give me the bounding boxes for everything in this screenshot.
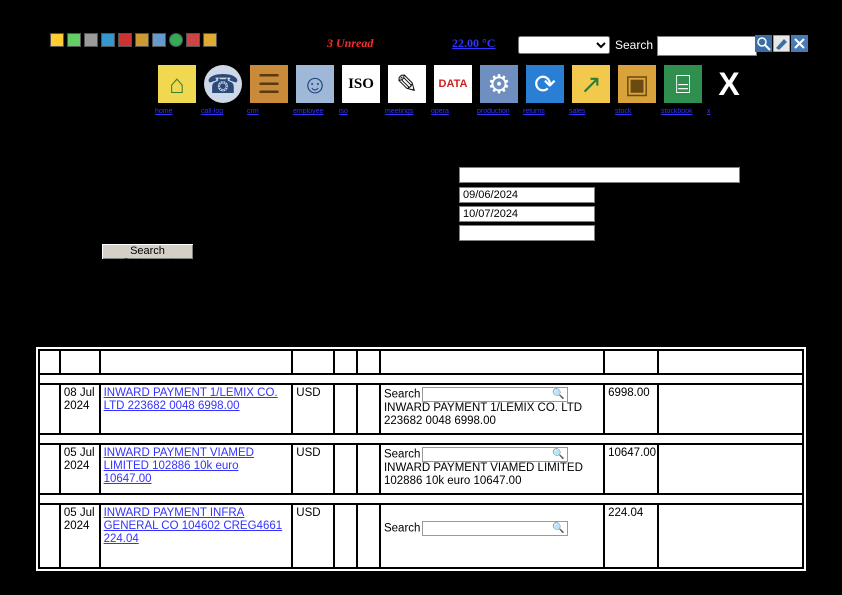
magnifier-icon: 🔍: [551, 448, 565, 460]
nav-item-x[interactable]: [706, 64, 752, 116]
row-flag-2[interactable]: [358, 505, 379, 567]
zoom-icon[interactable]: [755, 35, 772, 52]
table-row[interactable]: [40, 505, 802, 567]
temperature-readout[interactable]: 22.00 °C: [452, 36, 496, 50]
row-spacer: [40, 375, 802, 383]
nav-item-production[interactable]: [476, 64, 522, 116]
header-cell: [101, 351, 292, 373]
phone-icon: ☎: [204, 65, 242, 103]
nav-label: production: [477, 108, 510, 115]
header-cell: [61, 351, 99, 373]
nav-label: call-log: [201, 108, 224, 115]
row-search-label: Search: [383, 448, 421, 461]
row-description-cell[interactable]: [101, 445, 292, 493]
row-search-label: Search: [383, 522, 421, 535]
quick-icon-strip: [50, 33, 217, 47]
table-header-row: [40, 351, 802, 373]
row-search-label: Search: [383, 388, 421, 401]
globe-icon[interactable]: [169, 33, 183, 47]
close-icon[interactable]: [791, 35, 808, 52]
row-selector-cell[interactable]: [40, 445, 59, 493]
row-extra[interactable]: [659, 445, 802, 493]
nav-label: stock: [615, 108, 632, 115]
search-statement-button[interactable]: Search Statement: [101, 243, 194, 260]
header-cell: [605, 351, 657, 373]
header-cell: [293, 351, 333, 373]
nav-item-stock[interactable]: [614, 64, 660, 116]
note-icon[interactable]: [50, 33, 64, 47]
book-icon: ⌸: [664, 65, 702, 103]
alert-icon[interactable]: [186, 33, 200, 47]
chart-up-icon: ↗: [572, 65, 610, 103]
header-cell: [659, 351, 802, 373]
magnifier-icon: 🔍: [551, 522, 565, 534]
row-date: 05 Jul 2024: [61, 445, 99, 493]
row-amount: 10647.00: [605, 445, 657, 493]
row-selector-cell[interactable]: [40, 505, 59, 567]
nav-item-iso[interactable]: [338, 64, 384, 116]
row-date: 08 Jul 2024: [61, 385, 99, 433]
row-flag-1[interactable]: [335, 505, 356, 567]
grid-icon[interactable]: [84, 33, 98, 47]
pencil-icon: ✎: [388, 65, 426, 103]
row-search-input[interactable]: [422, 387, 568, 402]
printer-icon[interactable]: [118, 33, 132, 47]
row-match-cell[interactable]: [381, 445, 603, 493]
row-description-cell[interactable]: [101, 505, 292, 567]
mail-icon[interactable]: [67, 33, 81, 47]
nav-item-stockbook[interactable]: [660, 64, 706, 116]
row-match-text: INWARD PAYMENT 1/LEMIX CO. LTD 223682 0048 6998.00: [383, 402, 583, 427]
x-icon: X: [710, 65, 748, 103]
edit-icon[interactable]: [773, 35, 790, 52]
row-currency: USD: [293, 445, 333, 493]
date-to-input[interactable]: [459, 206, 595, 222]
table-row[interactable]: [40, 385, 802, 433]
statement-table: [36, 347, 806, 571]
nav-item-returns[interactable]: [522, 64, 568, 116]
row-spacer: [40, 495, 802, 503]
row-flag-2[interactable]: [358, 385, 379, 433]
row-date: 05 Jul 2024: [61, 505, 99, 567]
row-flag-1[interactable]: [335, 385, 356, 433]
tool-icon[interactable]: [203, 33, 217, 47]
nav-label: opera: [431, 108, 449, 115]
box-icon: ▣: [618, 65, 656, 103]
header-cell: [358, 351, 379, 373]
row-extra[interactable]: [659, 385, 802, 433]
people-icon: ☺: [296, 65, 334, 103]
nav-label: stockbook: [661, 108, 693, 115]
nav-label: sales: [569, 108, 586, 115]
row-spacer: [40, 435, 802, 443]
nav-label: home: [155, 108, 173, 115]
header-cell: [40, 351, 59, 373]
chart-icon[interactable]: [152, 33, 166, 47]
row-description-link[interactable]: INWARD PAYMENT 1/LEMIX CO. LTD 223682 0048 6998.00: [103, 387, 278, 412]
nav-label: returns: [523, 108, 545, 115]
row-amount: 224.04: [605, 505, 657, 567]
main-nav: [154, 64, 752, 116]
header-cell: [335, 351, 356, 373]
nav-label: iso: [339, 108, 348, 115]
folder-icon[interactable]: [135, 33, 149, 47]
row-amount: 6998.00: [605, 385, 657, 433]
nav-item-call-log[interactable]: [200, 64, 246, 116]
table-row[interactable]: [40, 445, 802, 493]
gears-icon: ⚙: [480, 65, 518, 103]
nav-item-employee[interactable]: [292, 64, 338, 116]
nav-label: x: [707, 108, 711, 115]
row-currency: USD: [293, 505, 333, 567]
row-match-cell[interactable]: [381, 385, 603, 433]
nav-item-meetings[interactable]: [384, 64, 430, 116]
row-description-link[interactable]: INWARD PAYMENT INFRA GENERAL CO 104602 CREG4661 224.04: [103, 507, 283, 545]
row-search-input[interactable]: [422, 521, 568, 536]
nav-label: crm: [247, 108, 259, 115]
account-input[interactable]: [459, 167, 740, 183]
header-cell: [381, 351, 603, 373]
nav-item-home[interactable]: [154, 64, 200, 116]
opera-data-icon: DATA: [434, 65, 472, 103]
iso-icon: ISO: [342, 65, 380, 103]
row-match-cell[interactable]: [381, 505, 603, 567]
nav-item-crm[interactable]: [246, 64, 292, 116]
house-icon: ⌂: [158, 65, 196, 103]
extra-filter-input[interactable]: [459, 225, 595, 241]
magnifier-icon: 🔍: [551, 388, 565, 400]
drawer-icon: ☰: [250, 65, 288, 103]
refresh-icon: ⟳: [526, 65, 564, 103]
row-search-input[interactable]: [422, 447, 568, 462]
row-currency: USD: [293, 385, 333, 433]
nav-item-opera[interactable]: [430, 64, 476, 116]
row-flag-2[interactable]: [358, 445, 379, 493]
search-label: Search: [615, 38, 654, 52]
date-from-input[interactable]: [459, 187, 595, 203]
row-flag-1[interactable]: [335, 445, 356, 493]
nav-label: meetings: [385, 108, 414, 115]
unread-count[interactable]: 3 Unread: [327, 36, 374, 50]
row-description-link[interactable]: INWARD PAYMENT VIAMED LIMITED 102886 10k euro 10647.00: [103, 447, 254, 485]
row-description-cell[interactable]: [101, 385, 292, 433]
row-selector-cell[interactable]: [40, 385, 59, 433]
row-extra[interactable]: [659, 505, 802, 567]
nav-label: employee: [293, 108, 324, 115]
global-search-input[interactable]: [657, 36, 757, 56]
row-match-text: INWARD PAYMENT VIAMED LIMITED 102886 10k euro 10647.00: [383, 462, 583, 487]
calendar-icon[interactable]: [101, 33, 115, 47]
search-scope-select[interactable]: [518, 36, 610, 54]
nav-item-sales[interactable]: [568, 64, 614, 116]
